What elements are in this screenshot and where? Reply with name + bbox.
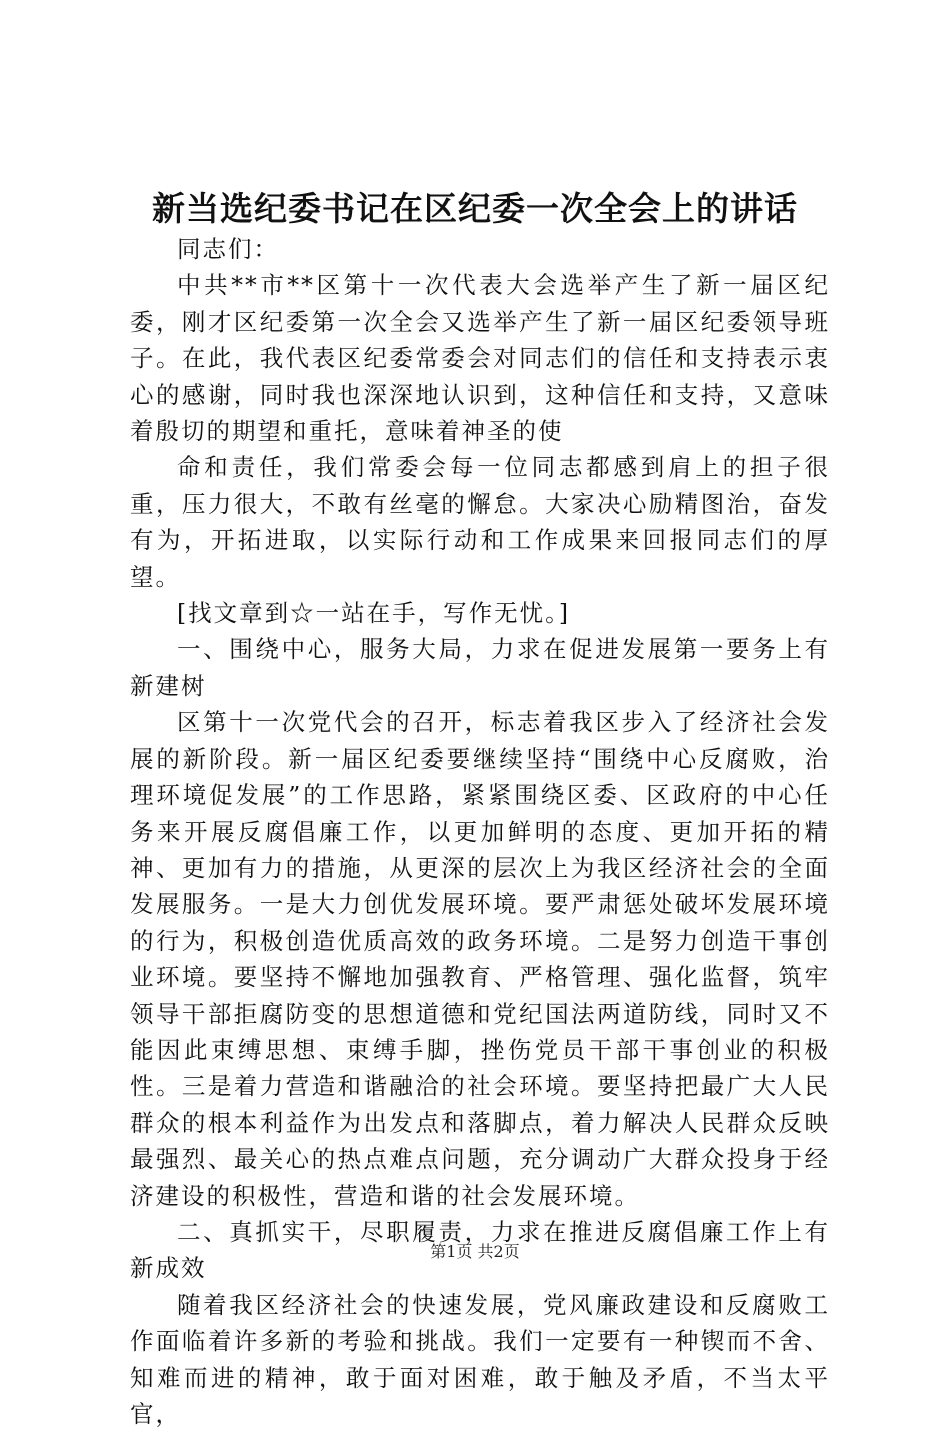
page-footer xyxy=(0,1240,950,1264)
paragraph-slogan: [找文章到☆一站在手，写作无忧。] xyxy=(177,599,571,628)
paragraph-intro: 中共**市**区第十一次代表大会选举产生了新一届区纪委，刚才区纪委第一次全会又选举产生了新一届区纪委领导班子。在此，我代表区纪委常委会对同志们的信任和支持表示衷心的感谢，同时我也深深地认识到，这种信任和支持，又意味着殷切的期望和重托，意味着神圣的使 xyxy=(130,271,830,446)
paragraph-section-1: 区第十一次党代会的召开，标志着我区步入了经济社会发展的新阶段。新一届区纪委要继续坚持“围绕中心反腐败，治理环境促发展”的工作思路，紧紧围绕区委、区政府的中心任务来开展反腐倡廉工作，以更加鲜明的态度、更加开拓的精神、更加有力的措施，从更深的层次上为我区经济社会的全面发展服务。一是大力创优发展环境。要严肃惩处破坏发展环境的行为，积极创造优质高效的政务环境。二是努力创造干事创业环境。要坚持不懈地加强教育、严格管理、强化监督，筑牢领导干部拒腐防变的思想道德和党纪国法两道防线，同时又不能因此束缚思想、束缚手脚，挫伤党员干部干事创业的积极性。三是着力营造和谐融洽的社会环境。要坚持把最广大人民群众的根本利益作为出发点和落脚点，着力解决人民群众反映最强烈、最关心的热点难点问题，充分调动广大群众投身于经济建设的积极性，营造和谐的社会发展环境。 xyxy=(130,708,830,1210)
paragraph-responsibility: 命和责任，我们常委会每一位同志都感到肩上的担子很重，压力很大，不敢有丝毫的懈怠。大家决心励精图治，奋发有为，开拓进取，以实际行动和工作成果来回报同志们的厚望。 xyxy=(130,453,830,591)
section-heading-2: 二、真抓实干，尽职履责，力求在推进反腐倡廉工作上有新成效 xyxy=(130,1217,830,1283)
section-heading-1: 一、围绕中心，服务大局，力求在促进发展第一要务上有新建树 xyxy=(130,635,830,700)
page-number: 第1页 xyxy=(430,1242,473,1261)
document-title: 新当选纪委书记在区纪委一次全会上的讲话 xyxy=(152,189,798,228)
page-total: 共2页 xyxy=(477,1242,520,1261)
salutation: 同志们： xyxy=(177,235,279,263)
paragraph-section-2: 随着我区经济社会的快速发展，党风廉政建设和反腐败工作面临着许多新的考验和挑战。我们一定要有一种锲而不舍、知难而进的精神，敢于面对困难，敢于触及矛盾，不当太平官， xyxy=(130,1290,830,1428)
